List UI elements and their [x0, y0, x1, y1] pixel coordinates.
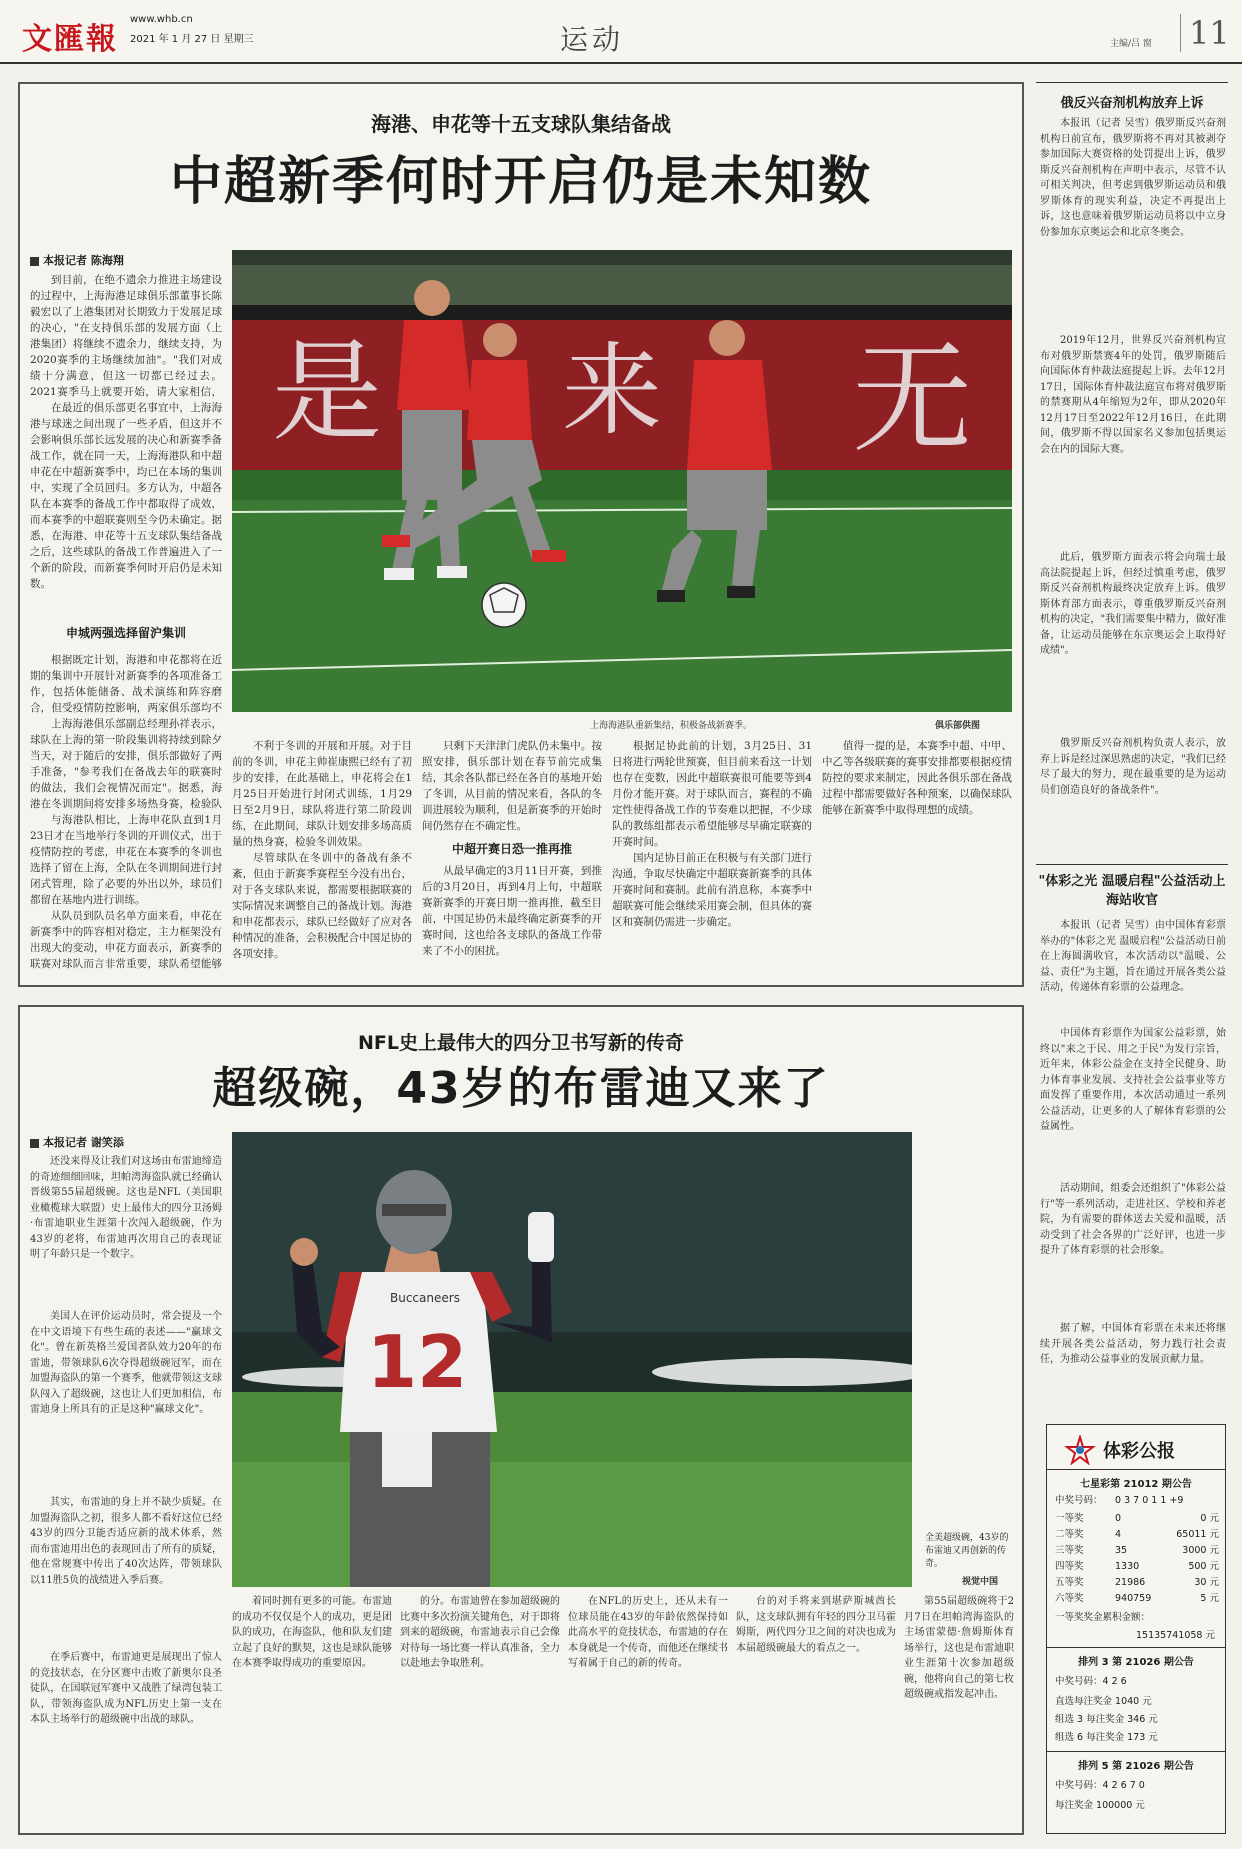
- prize-amount: 5 元: [1200, 1593, 1219, 1604]
- paragraph: 不利于冬训的开展和开展。对于目前的冬训，申花主帅崔康熙已经有了初步的安排，在此基础上，申花将会在1月25日开始进行封闭式训练，1月29日至2月9日，球队将进行第二阶段训练，在此期间，球队计划安排多场高质量的热身赛，检验冬训效果。: [232, 740, 412, 848]
- jersey-brand: Buccaneers: [390, 1291, 460, 1305]
- sidebar-article-1: [1040, 116, 1226, 860]
- paragraph: 美国人在评价运动员时，常会提及一个在中文语境下有些生疏的表述——"赢球文化"。曾在新英格兰爱国者队效力20年的布雷迪，带领球队6次夺得超级碗冠军，而在加盟海盗队的第一个赛季，他就带领这支球队闯入了超级碗，这也让人们更加相信，布雷迪身上所具有的正是这种"赢球文化"。: [30, 1311, 222, 1415]
- article1-col3: [422, 738, 602, 978]
- prize-amount: 500 元: [1188, 1561, 1219, 1572]
- article2-kicker: NFL史上最伟大的四分卫书写新的传奇: [358, 1032, 684, 1054]
- page-header: [0, 0, 1242, 64]
- paragraph: 值得一提的是，本赛季中超、中甲、中乙等各级联赛的赛事安排都要根据疫情防控的要求来制定，因此各俱乐部在备战过程中都需要做好各种预案，以确保球队能够在新赛季中取得理想的成绩。: [822, 740, 1012, 816]
- pl5-title: 排列 5 第 21026 期公告: [1078, 1761, 1194, 1772]
- svg-text:来: 来: [562, 332, 662, 449]
- article2-byline-text: 本报记者 谢笑添: [43, 1136, 124, 1149]
- article1-byline: [30, 252, 124, 268]
- prize-level: 四等奖: [1055, 1561, 1084, 1572]
- article1-col1-bottom: [30, 652, 222, 977]
- training-photo-svg: [232, 250, 1012, 712]
- paragraph: 活动期间，组委会还组织了"体彩公益行"等一系列活动，走进社区、学校和养老院，为有需要的群体送去关爱和温暖，活动受到了社会各界的广泛好评，也进一步提升了体育彩票的社会形象。: [1040, 1183, 1226, 1256]
- paragraph: 国内足协目前正在积极与有关部门进行沟通，争取尽快确定中超联赛新赛季的具体开赛时间和赛制。此前有消息称，本赛季中超联赛可能会继续采用赛会制，但具体的赛区和赛制仍需进一步确定。: [612, 852, 812, 928]
- photo2-caption: 全美超级碗，43岁的布雷迪又再创新的传奇。: [925, 1533, 1009, 1569]
- qxc-title: 七星彩第 21012 期公告: [1080, 1479, 1192, 1490]
- paragraph: 其实，布雷迪的身上并不缺少质疑。在加盟海盗队之初，很多人都不看好这位已经43岁的四分卫能否适应新的战术体系，然而布雷迪用出色的表现回击了所有的质疑，他在常规赛中传出了40次达阵，带领球队以11胜5负的战绩进入季后赛。: [30, 1497, 222, 1586]
- prize-level: 六等奖: [1055, 1593, 1084, 1604]
- photo-training-players: [232, 250, 1012, 712]
- article2-col6: [904, 1594, 1014, 1826]
- article1-headline: 中超新季何时开启仍是未知数: [169, 152, 872, 212]
- article2-col2: [232, 1594, 392, 1826]
- photo2-credit: 视觉中国: [962, 1577, 999, 1587]
- paragraph: 还没来得及让我们对这场由布雷迪缔造的奇迹细细回味，坦帕湾海盗队就已经确认晋级第55届超级碗。这也是NFL（美国职业橄榄球大联盟）史上最伟大的四分卫汤姆·布雷迪职业生涯第十次闯入超级碗，作为43岁的老将，布雷迪再次用自己的表现证明了年龄只是一个数字。: [30, 1156, 222, 1260]
- lottery-logo-icon: [1063, 1435, 1097, 1469]
- paragraph: 在最近的俱乐部更名事宜中，上海海港与球迷之间出现了一些矛盾，但这并不会影响俱乐部长远发展的决心和新赛季备战工作，就在同一天，上海海港队和中超申花在中超新赛季中，均已在本场的集训中，实现了全员回归。多方认为，中超各队在本赛季的备战工作中都取得了成效，而本赛季的中超联赛则至今仍未确定。据悉，在海港、申花等十五支球队集结备战之后，这些球队的备战工作普遍进入了一个新的阶段，而新赛季何时开启仍是未知数。: [30, 402, 222, 590]
- byline-marker-icon: [30, 1139, 39, 1148]
- paragraph: 尽管球队在冬训中的备战有条不紊，但由于新赛季赛程至今没有出台，对于各支球队来说，都需要根据联赛的实际情况来调整自己的备战计划。海港和申花都表示，球队已经做好了应对各种情况的准备，会积极配合中国足协的各项安排。: [232, 852, 412, 960]
- paragraph: 在NFL的历史上，还从未有一位球员能在43岁的年龄依然保持如此高水平的竞技状态，布雷迪的存在本身就是一个传奇，而他还在继续书写着属于自己的新的传奇。: [568, 1596, 728, 1669]
- prize-amount: 3000 元: [1182, 1545, 1219, 1556]
- article1-subhead-2: 中超开赛日恐一推再推: [451, 842, 572, 856]
- article2-col1: [30, 1154, 222, 1826]
- pl5-prize: 每注奖金 100000 元: [1055, 1800, 1145, 1811]
- lottery-title: 体彩公报: [1103, 1441, 1175, 1462]
- prize-count: 21986: [1115, 1577, 1146, 1588]
- sidebar-top-rule: [1036, 82, 1228, 83]
- prize-level: 一等奖: [1055, 1513, 1084, 1524]
- qxc-prize-table: [1055, 1511, 1219, 1607]
- article1-byline-text: 本报记者 陈海翔: [43, 254, 124, 267]
- article1-col4: [612, 738, 812, 978]
- editor-credit: 主编/吕 窗: [1110, 39, 1152, 49]
- article2-col3: [400, 1594, 560, 1826]
- lottery-bulletin: [1046, 1424, 1226, 1834]
- article2-col4: [568, 1594, 728, 1826]
- photo-brady: [232, 1132, 912, 1587]
- prize-row: [1055, 1559, 1219, 1575]
- article2-byline: [30, 1134, 124, 1150]
- prize-row: [1055, 1543, 1219, 1559]
- article2-headline: 超级碗，43岁的布雷迪又来了: [212, 1063, 830, 1114]
- pl3-prize-row: 组选 6 每注奖金 173 元: [1055, 1732, 1158, 1743]
- prize-row: [1055, 1575, 1219, 1591]
- paragraph: 在季后赛中，布雷迪更是展现出了惊人的竞技状态，在分区赛中击败了新奥尔良圣徒队，在国联冠军赛中又战胜了绿湾包装工队，带领海盗队成为NFL历史上第一支在本队主场举行的超级碗中出战的球队。: [30, 1652, 222, 1725]
- paragraph: 从最早确定的3月11日开赛，到推后的3月20日，再到4月上旬，中超联赛新赛季的开赛日期一推再推，截至目前，中国足协仍未最终确定新赛季的开赛时间，这也给各支球队的备战工作带来了不小的困扰。: [422, 865, 602, 957]
- qxc-number-row: [1055, 1493, 1219, 1509]
- section-title: 运动: [560, 23, 625, 56]
- pl3-number: 中奖号码：4 2 6: [1055, 1676, 1127, 1687]
- issue-date: 2021 年 1 月 27 日 星期三: [130, 34, 254, 45]
- pl3-prize-row: 直选每注奖金 1040 元: [1055, 1696, 1152, 1707]
- paragraph: 中国体育彩票作为国家公益彩票，始终以"来之于民、用之于民"为发行宗旨，近年来，体彩公益金在支持全民健身、助力体育事业发展、支持社会公益事业等方面发挥了重要作用，本次活动通过一系列公益活动，让更多的人了解体育彩票的公益属性。: [1040, 1028, 1226, 1132]
- svg-text:是: 是: [272, 328, 382, 456]
- paragraph: 只剩下天津津门虎队仍未集中。按照安排，俱乐部计划在春节前完成集结，其余各队都已经在各自的基地开始了冬训，从目前的情况来看，各队的冬训进展较为顺利，但是新赛季的开始时间仍然存在不确定性。: [422, 740, 602, 832]
- paragraph: 从队员到队员名单方面来看，申花在新赛季中的阵容相对稳定，主力框架没有出现大的变动，申花方面表示，新赛季的联赛对球队而言非常重要，球队希望能够: [30, 910, 222, 970]
- prize-count: 0: [1115, 1513, 1122, 1524]
- prize-level: 三等奖: [1055, 1545, 1084, 1556]
- page-number: 11: [1180, 14, 1230, 52]
- qxc-pool-label: 一等奖奖金累积金额：: [1055, 1612, 1151, 1623]
- prize-count: 35: [1115, 1545, 1128, 1556]
- svg-text:无: 无: [852, 330, 972, 469]
- pl3-prize-row: 组选 3 每注奖金 346 元: [1055, 1714, 1158, 1725]
- prize-row: [1055, 1591, 1219, 1607]
- prize-row: [1055, 1527, 1219, 1543]
- prize-level: 五等奖: [1055, 1577, 1084, 1588]
- paragraph: 俄罗斯反兴奋剂机构负责人表示，放弃上诉是经过深思熟虑的决定，"我们已经尽了最大的努力，现在最重要的是为运动员们创造良好的备战条件"。: [1040, 738, 1226, 796]
- jersey-number: 12: [367, 1320, 468, 1404]
- sidebar-headline-2: "体彩之光 温暖启程"公益活动上海站收官: [1038, 874, 1226, 908]
- prize-count: 4: [1115, 1529, 1122, 1540]
- paragraph: 与海港队相比，上海申花队直到1月23日才在当地举行冬训的开训仪式，出于疫情防控的考虑，申花在本赛季的冬训也选择了留在上海，全队在冬训期间进行封闭式管理，除了必要的外出以外，球员们都留在基地内进行训练。: [30, 814, 222, 906]
- pl3-title: 排列 3 第 21026 期公告: [1078, 1657, 1194, 1668]
- paragraph: 据了解，中国体育彩票在未来还将继续开展各类公益活动，努力践行社会责任，为推动公益事业的发展贡献力量。: [1040, 1323, 1226, 1365]
- prize-amount: 0 元: [1200, 1513, 1219, 1524]
- brady-photo-svg: [232, 1132, 912, 1587]
- newspaper-logo: 文匯報: [22, 22, 118, 57]
- paragraph: 的分。布雷迪曾在参加超级碗的比赛中多次扮演关键角色，对于即将到来的超级碗，布雷迪表示自己会像对待每一场比赛一样认真准备，全力以赴地去争取胜利。: [400, 1596, 560, 1669]
- paragraph: 2019年12月，世界反兴奋剂机构宣布对俄罗斯禁赛4年的处罚，俄罗斯随后向国际体育仲裁法庭提起上诉。去年12月17日，国际体育仲裁法庭宣布将对俄罗斯的禁赛期从4年缩短为2年，即从2020年12月17日至2022年12月16日，在此期间，俄罗斯不得以国家名义参加包括奥运会在内的国际大赛。: [1040, 335, 1226, 455]
- paragraph: 台的对手将来到堪萨斯城酋长队，这支球队拥有年轻的四分卫马霍姆斯，两代四分卫之间的对决也成为本届超级碗最大的看点之一。: [736, 1596, 896, 1654]
- qxc-number-label: 中奖号码：: [1055, 1495, 1103, 1506]
- prize-amount: 30 元: [1194, 1577, 1219, 1588]
- paragraph: 上海海港俱乐部副总经理孙祥表示，球队在上海的第一阶段集训将持续到除夕当天，对于随后的安排，俱乐部做好了两手准备，"参考我们在备战去年的联赛时的做法，我们会视情况而定"。据悉，海港在冬训期间将安排多场热身赛，检验队: [30, 718, 222, 810]
- article1-col1-top: [30, 272, 222, 617]
- article1-kicker: 海港、申花等十五支球队集结备战: [371, 112, 671, 136]
- qxc-number: 0 3 7 0 1 1 +9: [1115, 1495, 1184, 1506]
- prize-level: 二等奖: [1055, 1529, 1084, 1540]
- article2-col5: [736, 1594, 896, 1826]
- article1-subhead-1: 申城两强选择留沪集训: [65, 626, 186, 640]
- paragraph: 本报讯（记者 吴雪）由中国体育彩票举办的"体彩之光 温暖启程"公益活动日前在上海圆满收官，本次活动以"温暖、公益、责任"为主题，旨在通过开展各类公益活动，传递体育彩票的公益理念。: [1040, 920, 1226, 993]
- pl5-number: 中奖号码：4 2 6 7 0: [1055, 1780, 1145, 1791]
- sidebar-headline-1: 俄反兴奋剂机构放弃上诉: [1060, 96, 1204, 111]
- prize-row: [1055, 1511, 1219, 1527]
- photo1-caption: 上海海港队重新集结，积极备战新赛季。: [590, 721, 753, 731]
- byline-marker-icon: [30, 257, 39, 266]
- sidebar-article-2: [1040, 918, 1226, 1414]
- photo1-credit: 俱乐部供图: [935, 721, 981, 731]
- paragraph: 到目前，在绝不遗余力推进主场建设的过程中，上海海港足球俱乐部董事长陈毅宏以了上港集团对长期致力于发展足球的决心，"在支持俱乐部的发展方面（上港集团）将继续不遗余力，继续支持，为2020赛季的主场继续加油"。"我们对成绩十分满意，但这一切都已经过去。2021赛季马上就要开始，请大家相信，: [30, 274, 222, 398]
- paragraph: 本报讯（记者 吴雪）俄罗斯反兴奋剂机构日前宣布，俄罗斯将不再对其被剥夺参加国际大赛资格的处罚提出上诉，俄罗斯反兴奋剂机构在声明中表示，尽管不认可相关判决，但考虑到俄罗斯运动员和俄罗斯体育的现实利益，决定不再提出上诉，这也意味着俄罗斯运动员将以中立身份参加东京奥运会和北京冬奥会。: [1040, 118, 1226, 238]
- paragraph: 根据足协此前的计划，3月25日、31日将进行两轮世预赛，但目前来看这一计划也存在变数，因此中超联赛很可能要等到4月份才能开赛。对于球队而言，赛程的不确定性使得备战工作的节奏难以把握，不少球队的教练组都表示希望能够尽早确定联赛的开赛时间。: [612, 740, 812, 848]
- paragraph: 第55届超级碗将于2月7日在坦帕湾海盗队的主场雷蒙德·詹姆斯体育场举行，这也是布雷迪职业生涯第十次参加超级碗，他将向自己的第七枚超级碗戒指发起冲击。: [904, 1596, 1014, 1700]
- paragraph: 根据既定计划，海港和申花都将在近期的集训中开展针对新赛季的各项准备工作，包括体能储备、战术演练和阵容磨合，但受疫情防控影响，两家俱乐部均不: [30, 654, 222, 714]
- prize-count: 1330: [1115, 1561, 1140, 1572]
- paragraph: 此后，俄罗斯方面表示将会向瑞士最高法院提起上诉，但经过慎重考虑，俄罗斯反兴奋剂机构最终决定放弃上诉。俄罗斯体育部方面表示，尊重俄罗斯反兴奋剂机构的决定，"我们需要集中精力，做好准备，让运动员能够在东京奥运会上取得好成绩"。: [1040, 552, 1226, 656]
- prize-amount: 65011 元: [1176, 1529, 1219, 1540]
- paragraph: 着同时拥有更多的可能。布雷迪的成功不仅仅是个人的成功，更是团队的成功，在海盗队，他和队友们建立起了良好的默契，这也是球队能够在本赛季取得成功的重要原因。: [232, 1596, 392, 1669]
- website-url: www.whb.cn: [130, 14, 193, 25]
- article1-col5: [822, 738, 1012, 978]
- prize-count: 940759: [1115, 1593, 1152, 1604]
- sidebar-divider: [1036, 864, 1228, 865]
- qxc-pool: 15135741058 元: [1135, 1630, 1215, 1641]
- article1-col2: [232, 738, 412, 978]
